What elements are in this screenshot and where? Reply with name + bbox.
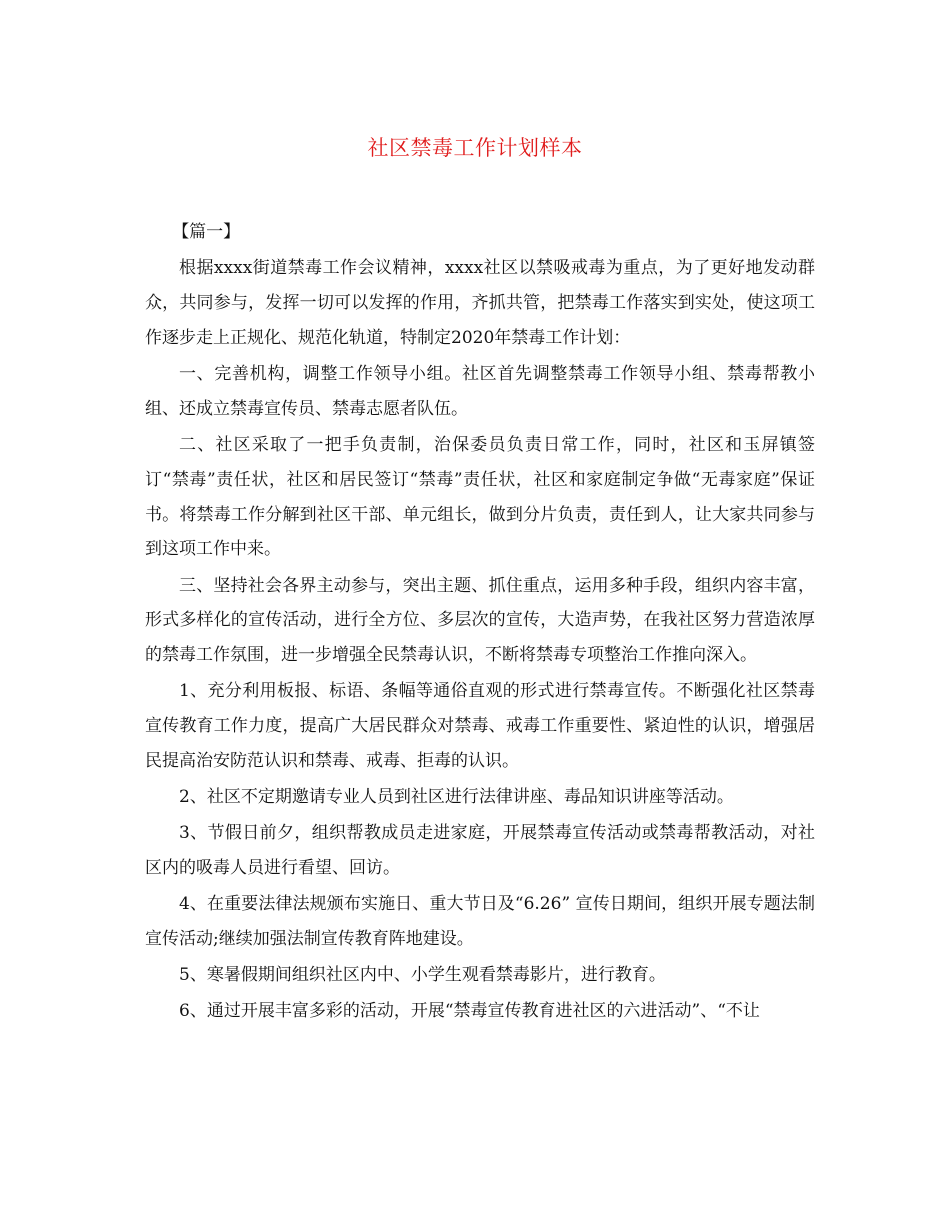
- paragraph-subitem-2: 2、社区不定期邀请专业人员到社区进行法律讲座、毒品知识讲座等活动。: [179, 787, 734, 808]
- section-label: 【篇一】: [172, 222, 241, 242]
- paragraph-subitem-3: 3、节假日前夕，组织帮教成员走进家庭，开展禁毒宣传活动或禁毒帮教活动，对社区内的吸毒人员进行看望、回访。: [145, 823, 815, 879]
- paragraph-intro: 根据xxxx街道禁毒工作会议精神，xxxx社区以禁吸戒毒为重点，为了更好地发动群众，共同参与，发挥一切可以发挥的作用，齐抓共管，把禁毒工作落实到实处，使这项工作逐步走上正规化、规范化轨道，特制定2020年禁毒工作计划：: [145, 258, 815, 348]
- paragraph-subitem-4: 4、在重要法律法规颁布实施日、重大节日及“6.26” 宣传日期间，组织开展专题法制宣传活动;继续加强法制宣传教育阵地建设。: [145, 894, 815, 950]
- paragraph-item-2: 二、社区采取了一把手负责制，治保委员负责日常工作，同时，社区和玉屏镇签订“禁毒”责任状，社区和居民签订“禁毒”责任状，社区和家庭制定争做“无毒家庭”保证书。将禁毒工作分解到社区干部、单元组长，做到分片负责，责任到人，让大家共同参与到这项工作中来。: [145, 434, 815, 560]
- paragraph-item-3: 三、坚持社会各界主动参与，突出主题、抓住重点，运用多种手段，组织内容丰富，形式多样化的宣传活动，进行全方位、多层次的宣传，大造声势，在我社区努力营造浓厚的禁毒工作氛围，进一步增强全民禁毒认识，不断将禁毒专项整治工作推向深入。: [145, 575, 815, 666]
- paragraph-item-1: 一、完善机构，调整工作领导小组。社区首先调整禁毒工作领导小组、禁毒帮教小组、还成立禁毒宣传员、禁毒志愿者队伍。: [145, 363, 815, 419]
- document-title: 社区禁毒工作计划样本: [367, 136, 583, 160]
- document-body: [145, 215, 815, 1031]
- paragraph-subitem-1: 1、充分利用板报、标语、条幅等通俗直观的形式进行禁毒宣传。不断强化社区禁毒宣传教育工作力度，提高广大居民群众对禁毒、戒毒工作重要性、紧迫性的认识，增强居民提高治安防范认识和禁毒、戒毒、拒毒的认识。: [145, 681, 815, 771]
- paragraph-subitem-5: 5、寒暑假期间组织社区内中、小学生观看禁毒影片，进行教育。: [179, 965, 666, 986]
- paragraph-subitem-6: 6、通过开展丰富多彩的活动，开展“禁毒宣传教育进社区的六进活动”、“不让: [179, 1001, 760, 1022]
